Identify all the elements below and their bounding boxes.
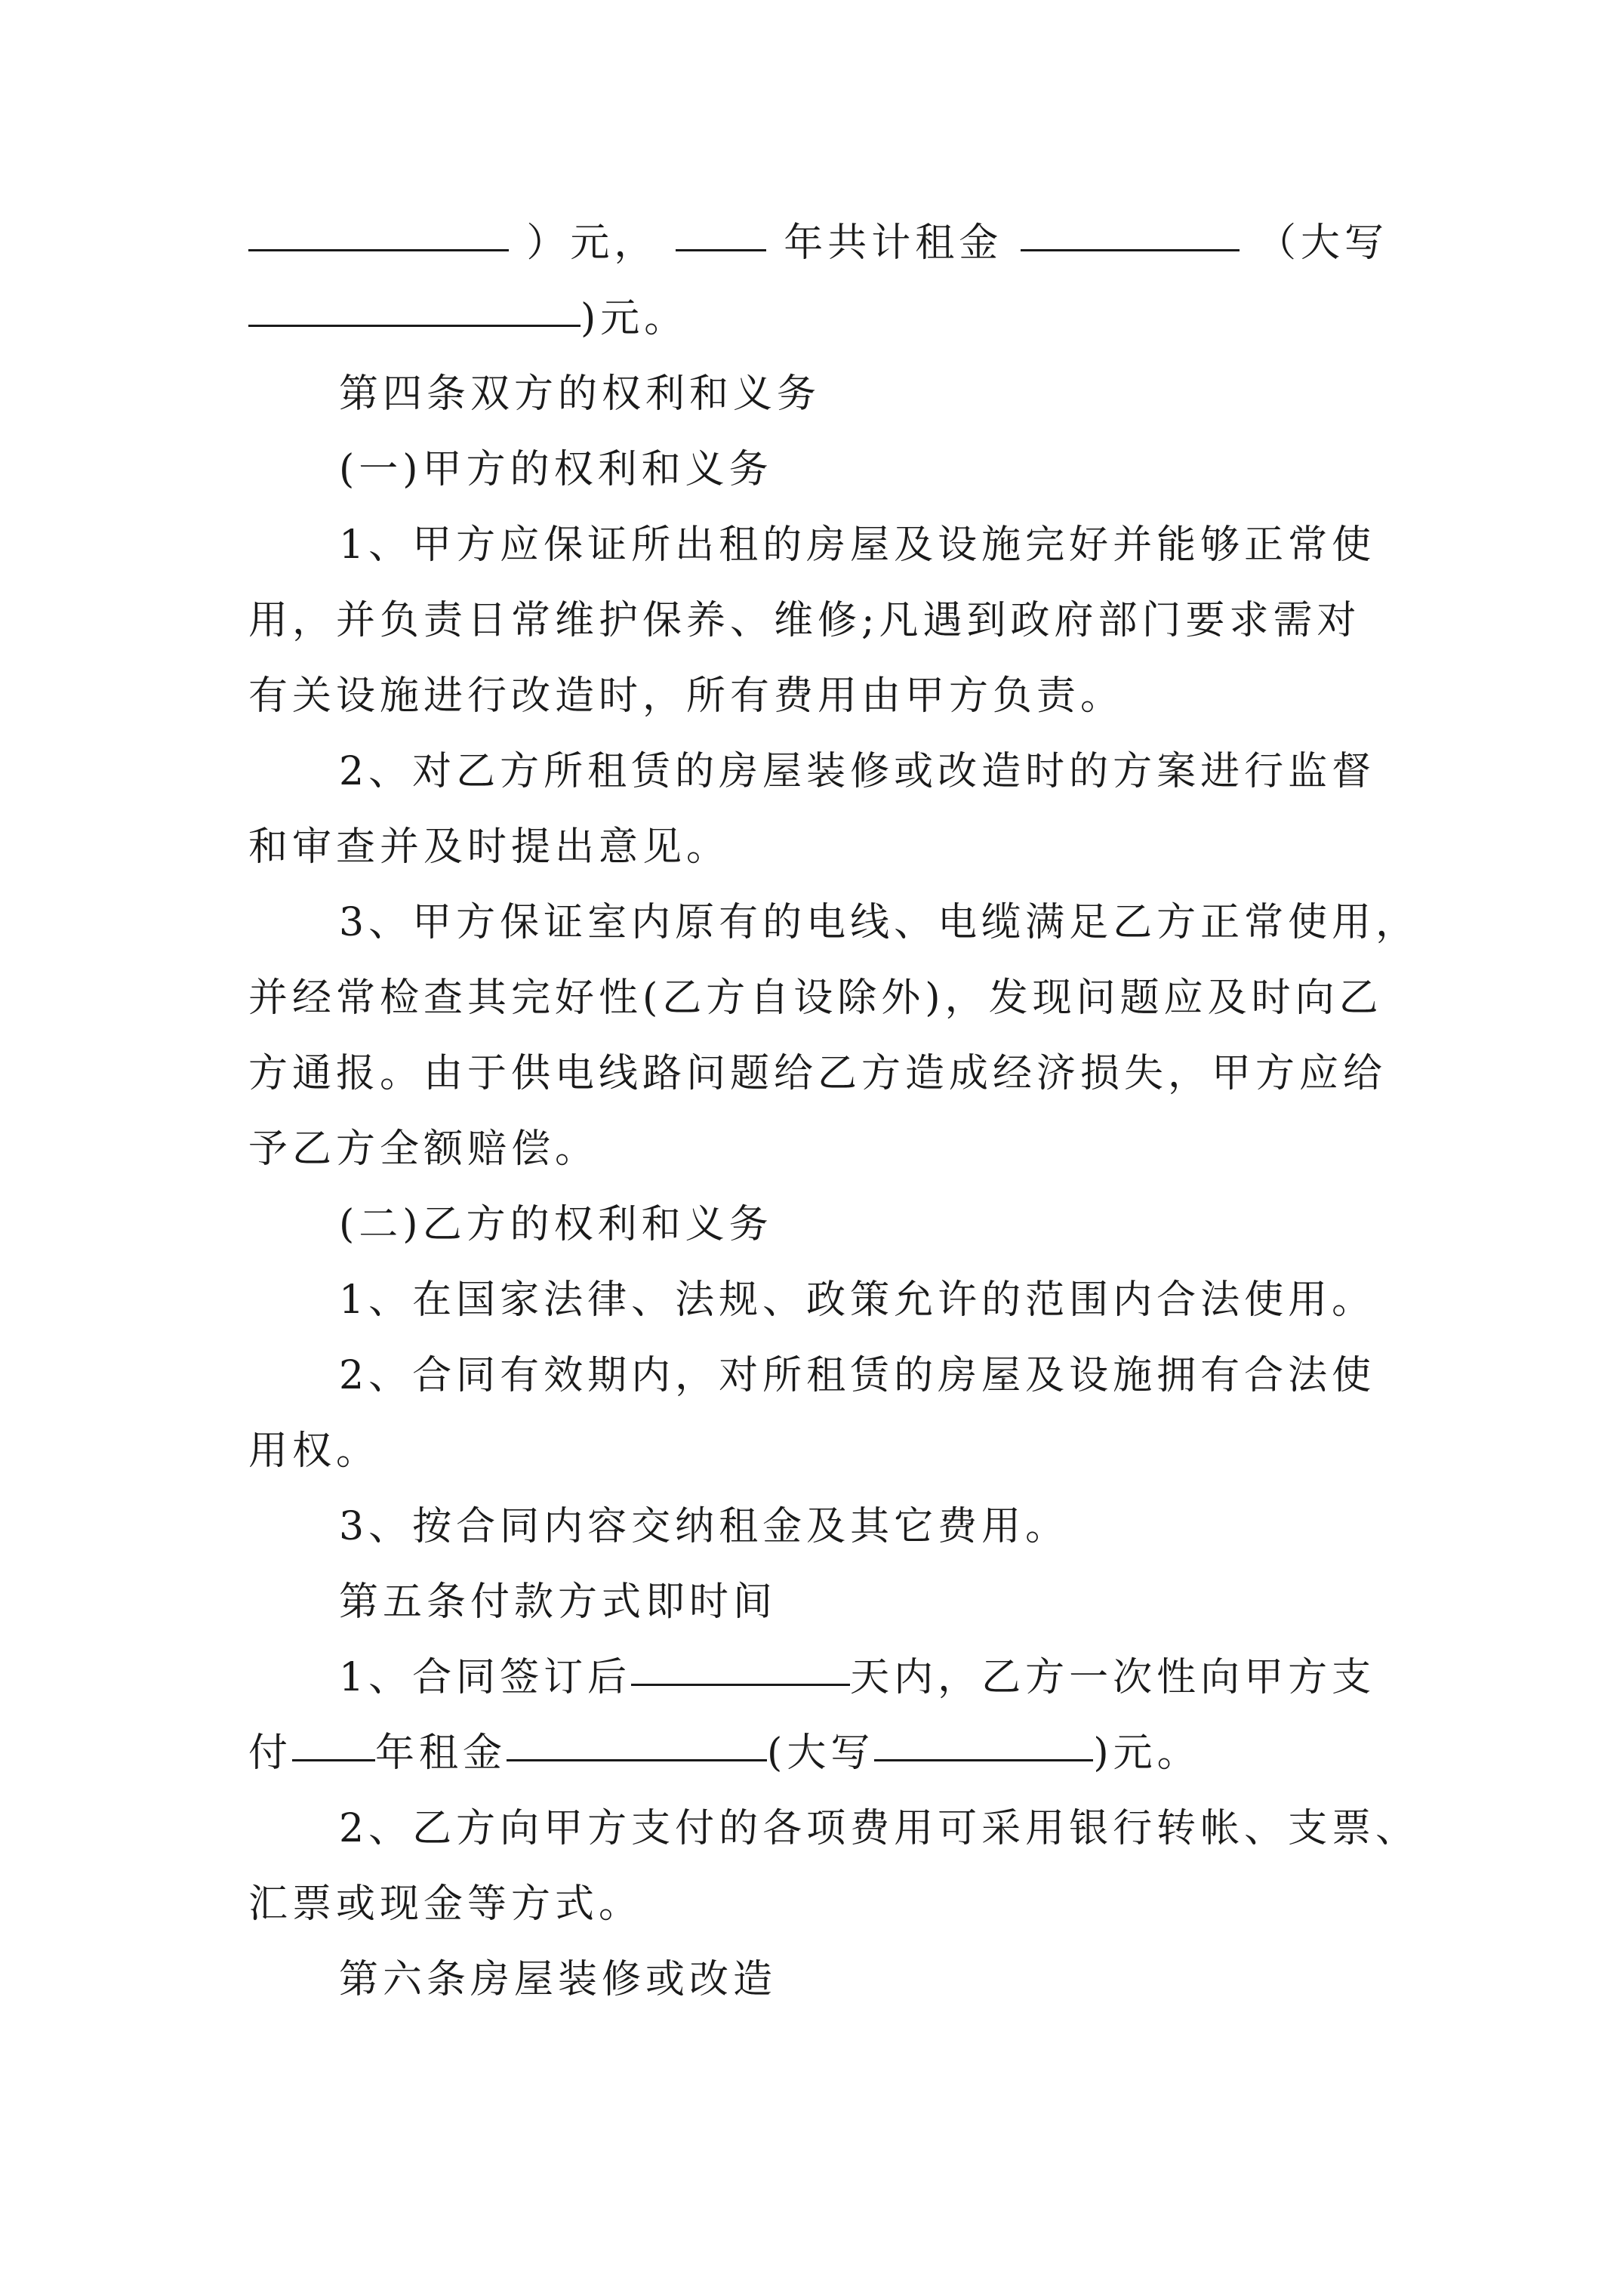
payment-rent-text: 年租金	[375, 1730, 507, 1776]
article-6-heading: 第六条房屋装修或改造	[339, 1957, 778, 2002]
paragraph-line: 有关设施进行改造时，所有费用由甲方负责。	[248, 673, 1125, 719]
blank-capital-field	[874, 1715, 1093, 1761]
payment-amount-line	[248, 1715, 1388, 1791]
payment-days-suffix: 天内，乙方一次性向甲方支	[850, 1655, 1376, 1700]
article-4-heading: 第四条双方的权利和义务	[339, 371, 821, 417]
paragraph-line: 3、按合同内容交纳租金及其它费用。	[339, 1504, 1070, 1549]
contract-body	[248, 205, 1420, 2017]
rent-unit-text: ）元，	[526, 220, 658, 266]
capital-label-text: （大写	[1256, 220, 1388, 266]
paragraph-line: 用权。	[248, 1428, 380, 1474]
paragraph-line: 1、在国家法律、法规、政策允许的范围内合法使用。	[339, 1277, 1376, 1323]
blank-rent-field	[507, 1715, 767, 1761]
paragraph-line: 2、对乙方所租赁的房屋装修或改造时的方案进行监督	[339, 749, 1376, 794]
paragraph-line: 1、甲方应保证所出租的房屋及设施完好并能够正常使	[339, 522, 1376, 568]
capital-unit-text: )元。	[581, 296, 688, 341]
party-b-section-heading: (二)乙方的权利和义务	[339, 1202, 773, 1247]
blank-capital-field	[248, 281, 581, 327]
rent-capital-line	[248, 281, 1388, 356]
paragraph-line: 并经常检查其完好性(乙方自设除外)，发现问题应及时向乙	[248, 975, 1383, 1021]
payment-capital-unit: )元。	[1093, 1730, 1201, 1776]
paragraph-line: 3、甲方保证室内原有的电线、电缆满足乙方正常使用，	[339, 900, 1420, 945]
paragraph-line: 2、合同有效期内，对所租赁的房屋及设施拥有合法使	[339, 1353, 1376, 1398]
payment-capital-label: (大写	[767, 1730, 875, 1776]
article-5-heading: 第五条付款方式即时间	[339, 1579, 778, 1625]
paragraph-line: 和审查并及时提出意见。	[248, 824, 731, 870]
paragraph-line: 2、乙方向甲方支付的各项费用可采用银行转帐、支票、	[339, 1806, 1420, 1851]
paragraph-line: 用，并负责日常维护保养、维修;凡遇到政府部门要求需对	[248, 598, 1361, 643]
blank-years-field	[292, 1715, 375, 1761]
blank-total-field	[1021, 205, 1240, 251]
payment-days-line	[248, 1640, 1388, 1715]
party-a-section-heading: (一)甲方的权利和义务	[339, 447, 773, 492]
blank-years-field	[676, 205, 766, 251]
paragraph-line: 方通报。由于供电线路问题给乙方造成经济损失，甲方应给	[248, 1051, 1387, 1096]
paragraph-line: 汇票或现金等方式。	[248, 1881, 643, 1927]
payment-pay-text: 付	[248, 1730, 293, 1776]
blank-days-field	[631, 1640, 850, 1686]
rent-total-line	[248, 205, 1388, 281]
rent-total-text: 年共计租金	[784, 220, 1003, 266]
blank-amount-field	[248, 205, 509, 251]
paragraph-line: 予乙方全额赔偿。	[248, 1126, 599, 1172]
payment-days-prefix: 1、合同签订后	[339, 1655, 632, 1700]
